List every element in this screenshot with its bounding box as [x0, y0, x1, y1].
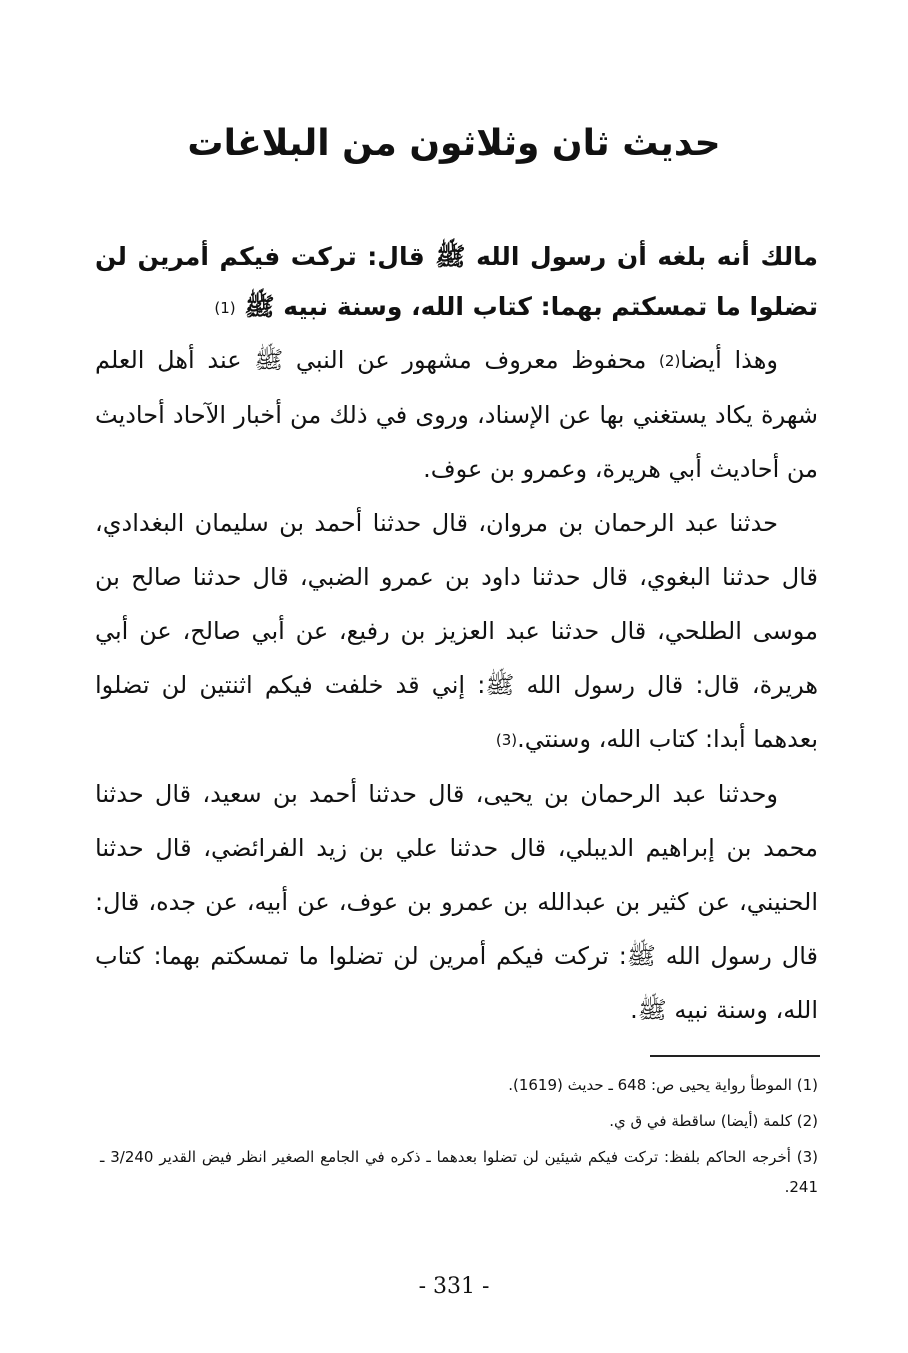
footnote-ref-1[interactable]: (1): [214, 299, 236, 317]
footnote-ref-3[interactable]: (3): [495, 731, 518, 749]
paragraph-4-text: وحدثنا عبد الرحمان بن يحيى، قال حدثنا أحمد بن سعيد، قال حدثنا محمد بن إبراهيم الديبلي، قال حدثنا علي بن زيد الفرائضي، قال حدثنا الحنيني، عن كثير بن عبدالله بن عمرو بن عوف، عن أبيه، عن جده، قال: قال رسول الله ﷺ: تركت فيكم أمرين لن تضلوا ما تمسكتم بهما: كتاب الله، وسنة نبيه ﷺ.: [95, 780, 818, 1024]
footnote-ref-2[interactable]: (2): [659, 352, 681, 370]
paragraph-1-text: مالك أنه بلغه أن رسول الله ﷺ قال: تركت فيكم أمرين لن تضلوا ما تمسكتم بهما: كتاب الله، وسنة نبيه ﷺ: [95, 242, 818, 321]
paragraph-2-before: وهذا أيضا: [680, 346, 778, 374]
footnotes: [100, 1070, 818, 1208]
paragraph-2-after: محفوظ معروف مشهور عن النبي ﷺ عند أهل العلم شهرة يكاد يستغني بها عن الإسناد، وروى في ذلك من أخبار الآحاد أحاديث من أحاديث أبي هريرة، وعمرو بن عوف.: [95, 346, 818, 483]
footnote-3: (3) أخرجه الحاكم بلفظ: تركت فيكم شيئين لن تضلوا بعدهما ـ ذكره في الجامع الصغير انظر فيض القدير 3/240 ـ 241.: [100, 1148, 818, 1196]
footnote-1: (1) الموطأ رواية يحيى ص: 648 ـ حديث (1619).: [508, 1076, 818, 1094]
footnote-divider: [650, 1055, 820, 1057]
commentary-paragraph: [95, 333, 818, 496]
footnote-2: (2) كلمة (أيضا) ساقطة في ق ي.: [609, 1112, 818, 1130]
hadith-paragraph-1: [95, 232, 818, 333]
isnad-paragraph-2: [95, 767, 818, 1037]
page-number: - 331 -: [418, 1274, 490, 1299]
isnad-paragraph-1: [95, 496, 818, 767]
main-text: [95, 232, 818, 1037]
paragraph-3-text: حدثنا عبد الرحمان بن مروان، قال حدثنا أحمد بن سليمان البغدادي، قال حدثنا البغوي، قال حدثنا داود بن عمرو الضبي، قال حدثنا صالح بن موسى الطلحي، قال حدثنا عبد العزيز بن رفيع، عن أبي صالح، عن أبي هريرة، قال: قال رسول الله ﷺ: إني قد خلفت فيكم اثنتين لن تضلوا بعدهما أبدا: كتاب الله، وسنتي.: [95, 509, 818, 753]
chapter-title: حديث ثان وثلاثون من البلاغات: [187, 123, 721, 164]
